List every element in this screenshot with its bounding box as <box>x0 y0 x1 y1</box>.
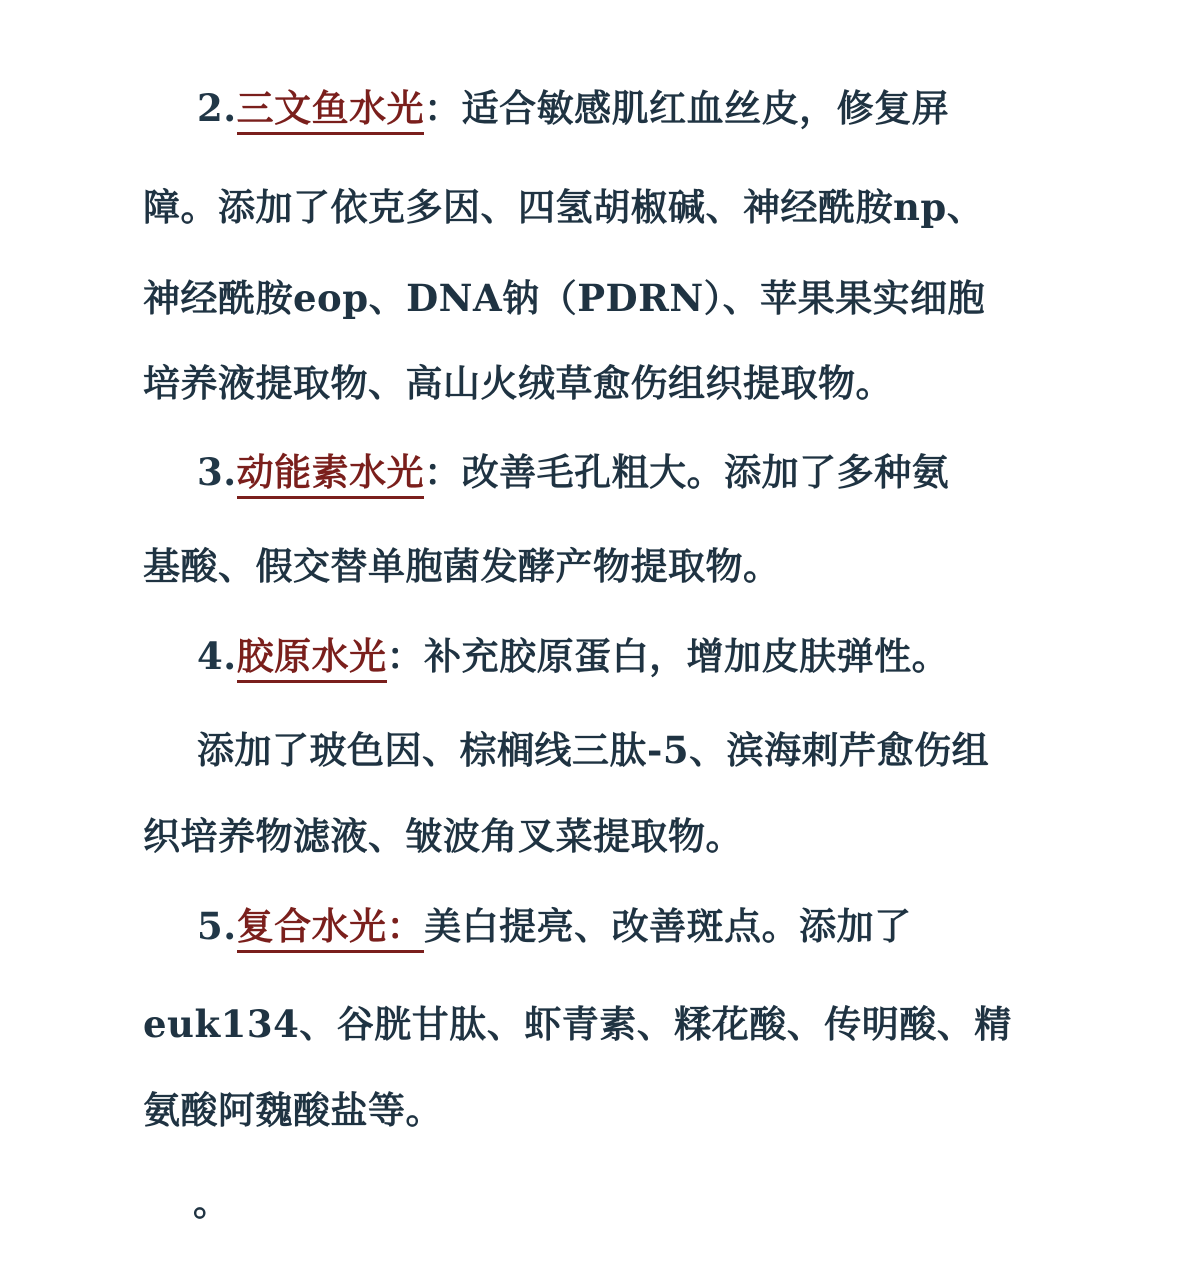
section-3-title: 动能素水光 <box>237 450 425 499</box>
section-4-title: 胶原水光 <box>237 634 387 683</box>
section-4-intro: ：补充胶原蛋白，增加皮肤弹性。 <box>386 634 950 678</box>
section-5-heading-line <box>197 902 912 950</box>
section-5-body-line-1: euk134、谷胱甘肽、虾青素、糅花酸、传明酸、精 <box>143 1002 1012 1046</box>
section-2-intro: ：适合敏感肌红血丝皮，修复屏 <box>424 86 950 130</box>
section-5-title <box>237 904 425 953</box>
section-2-body-line-2: 神经酰胺eop、DNA钠（PDRN）、苹果果实细胞 <box>143 276 986 320</box>
section-2-title: 三文鱼水光 <box>237 86 425 135</box>
section-2-body-line-1: 障。添加了依克多因、四氢胡椒碱、神经酰胺np、 <box>143 185 985 229</box>
section-4-body-line-1: 添加了玻色因、棕榈线三肽-5、滨海刺芹愈伤组 <box>197 728 990 772</box>
section-2-heading-line <box>197 84 949 132</box>
section-3-heading-line <box>197 448 949 496</box>
section-4-number: 4. <box>197 634 237 678</box>
section-2-number: 2. <box>197 86 237 130</box>
section-3-body-line-1: 基酸、假交替单胞菌发酵产物提取物。 <box>143 544 781 588</box>
section-2-body-line-3: 培养液提取物、高山火绒草愈伤组织提取物。 <box>143 361 893 405</box>
section-5-intro: 美白提亮、改善斑点。添加了 <box>424 904 912 948</box>
section-5-body-line-2: 氨酸阿魏酸盐等。 <box>143 1088 443 1132</box>
section-5-title-text: 复合水光 <box>236 904 387 948</box>
section-5-title-colon: ： <box>386 904 425 948</box>
trailing-period: 。 <box>193 1180 231 1224</box>
section-3-number: 3. <box>197 450 237 494</box>
section-4-heading-line <box>197 632 949 680</box>
section-3-intro: ：改善毛孔粗大。添加了多种氨 <box>424 450 950 494</box>
section-4-body-line-2: 织培养物滤液、皱波角叉菜提取物。 <box>143 814 743 858</box>
section-5-number: 5. <box>197 904 237 948</box>
